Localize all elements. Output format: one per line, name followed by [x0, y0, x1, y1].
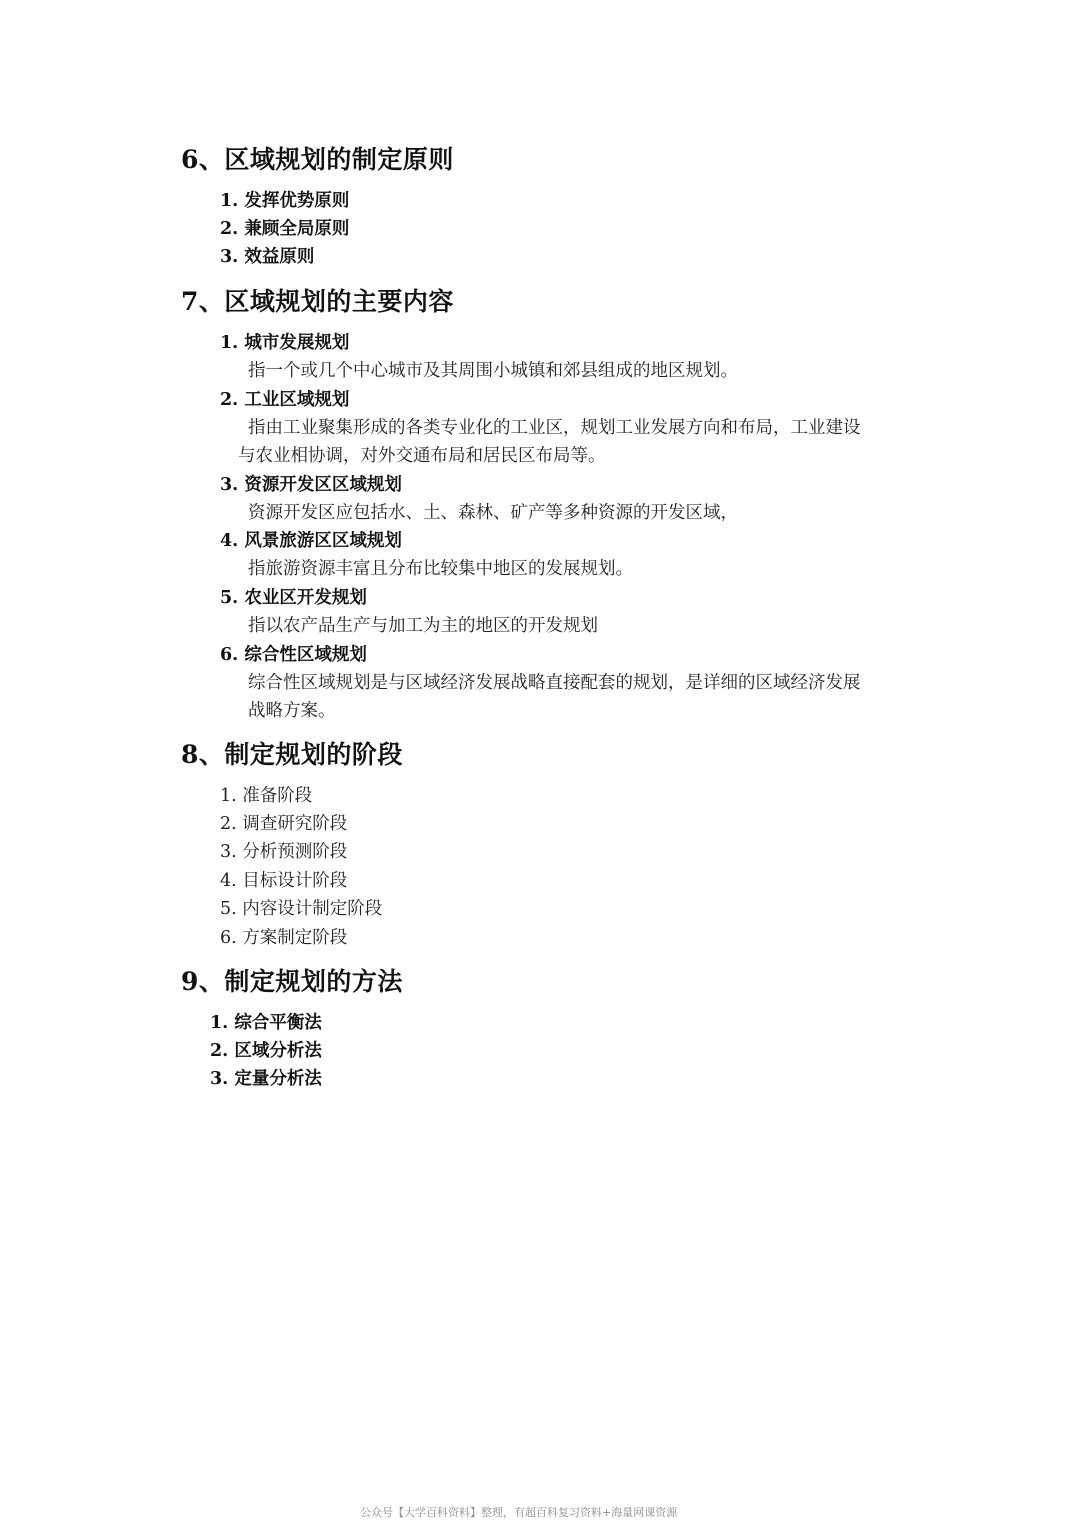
- section-8-heading: 8、制定规划的阶段: [181, 740, 403, 769]
- section-7-heading: 7、区域规划的主要内容: [181, 287, 454, 316]
- section-7-item-4-title: 4. 风景旅游区区域规划: [220, 531, 402, 551]
- section-6-item-3: 3. 效益原则: [220, 247, 315, 267]
- section-8-item-4: 4. 目标设计阶段: [220, 871, 348, 891]
- section-7-item-2-desc-line-1: 指由工业聚集形成的各类专业化的工业区，规划工业发展方向和布局，工业建设: [248, 418, 861, 438]
- section-8-item-5: 5. 内容设计制定阶段: [220, 899, 383, 919]
- section-6-item-1: 1. 发挥优势原则: [220, 191, 350, 211]
- page-footer-note: 公众号【大学百科资料】整理，有超百科复习资料+海量网课资源: [360, 1506, 678, 1519]
- section-7-item-6-desc-line-2: 战略方案。: [248, 701, 336, 721]
- section-9-heading: 9、制定规划的方法: [181, 967, 403, 996]
- section-8-item-6: 6. 方案制定阶段: [220, 928, 348, 948]
- section-6-item-2: 2. 兼顾全局原则: [220, 219, 350, 239]
- section-7-item-2-title: 2. 工业区域规划: [220, 390, 350, 410]
- section-7-item-2-desc-line-2: 与农业相协调，对外交通布局和居民区布局等。: [238, 446, 606, 466]
- section-8-item-2: 2. 调查研究阶段: [220, 814, 348, 834]
- section-6-heading: 6、区域规划的制定原则: [181, 145, 454, 174]
- section-7-item-5-title: 5. 农业区开发规划: [220, 588, 367, 608]
- section-7-item-3-desc: 资源开发区应包括水、土、森林、矿产等多种资源的开发区域，: [248, 503, 738, 523]
- section-7-item-1-title: 1. 城市发展规划: [220, 333, 350, 353]
- section-7-item-1-desc: 指一个或几个中心城市及其周围小城镇和郊县组成的地区规划。: [248, 361, 738, 381]
- section-7-item-6-desc-line-1: 综合性区域规划是与区域经济发展战略直接配套的规划，是详细的区域经济发展: [248, 673, 861, 693]
- section-9-item-2: 2. 区域分析法: [210, 1041, 322, 1061]
- section-9-item-3: 3. 定量分析法: [210, 1069, 322, 1089]
- section-7-item-3-title: 3. 资源开发区区域规划: [220, 475, 402, 495]
- section-9-item-1: 1. 综合平衡法: [210, 1013, 322, 1033]
- section-7-item-4-desc: 指旅游资源丰富且分布比较集中地区的发展规划。: [248, 559, 633, 579]
- section-7-item-6-title: 6. 综合性区域规划: [220, 645, 367, 665]
- section-7-item-5-desc: 指以农产品生产与加工为主的地区的开发规划: [248, 616, 598, 636]
- section-8-item-3: 3. 分析预测阶段: [220, 842, 348, 862]
- section-8-item-1: 1. 准备阶段: [220, 786, 313, 806]
